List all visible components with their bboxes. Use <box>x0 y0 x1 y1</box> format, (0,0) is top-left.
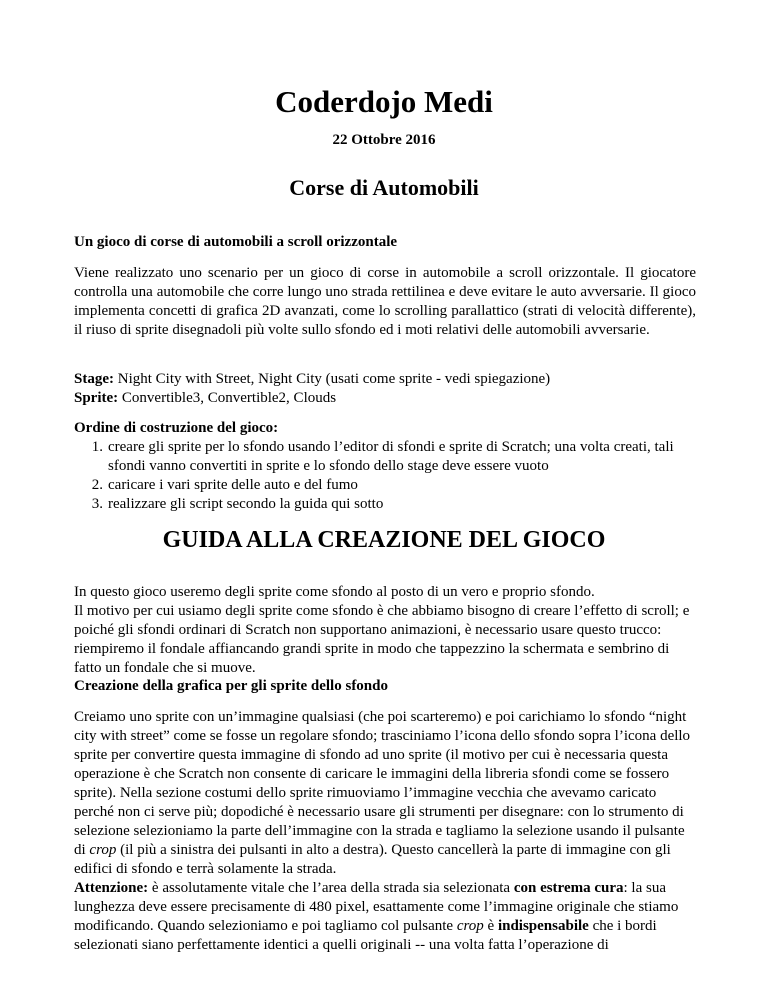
guide-line: In questo gioco useremo degli sprite come sfondo al posto di un vero e proprio sfondo. <box>74 584 595 600</box>
document-title: Coderdojo Medi <box>275 84 493 119</box>
document-date: 22 Ottobre 2016 <box>332 132 436 148</box>
crop-term: crop <box>456 918 484 934</box>
attention-emphasis-2: indispensabile <box>497 918 589 934</box>
section-text-2: (il più a sinistra dei pulsanti in alto a destra). Questo cancellerà la parte di immagine con gli edifici di sfondo e terrà solamente la strada. <box>74 842 671 877</box>
list-item <box>74 476 696 495</box>
list-item-text: caricare i vari sprite delle auto e del fumo <box>108 477 358 493</box>
attention-text-1: è assolutamente vitale che l’area della strada sia selezionata <box>148 880 514 896</box>
list-item-number: 2. <box>91 477 103 493</box>
list-item-text: realizzare gli script secondo la guida qui sotto <box>108 496 384 512</box>
sprite-value: Convertible3, Convertible2, Clouds <box>118 390 337 406</box>
attention-text-3: è <box>483 918 498 934</box>
list-item-number: 3. <box>91 496 103 512</box>
attention-label: Attenzione: <box>74 880 149 896</box>
stage-line <box>74 370 696 389</box>
attention-text-4: che i bordi selezionati siano perfettamente identici a quelli originali -- una volta fatta l’operazione di <box>74 918 657 953</box>
list-item <box>74 438 696 476</box>
intro-paragraph: Viene realizzato uno scenario per un gioco di corse in automobile a scroll orizzontale. Il giocatore controlla una automobile che corre lungo uno strada rettilinea e deve evitare le auto avversarie. Il gioco implementa concetti di grafica 2D avanzati, come lo scrolling parallattico (strati di velocità differente), il riuso di sprite disegnadoli più volte sullo sfondo ed i moti relativi delle automobili avversarie. <box>74 265 696 338</box>
intro-heading: Un gioco di corse di automobili a scroll orizzontale <box>74 234 398 250</box>
list-item-number: 1. <box>91 439 103 455</box>
assets-block <box>74 370 696 408</box>
guide-paragraph: Il motivo per cui usiamo degli sprite come sfondo è che abbiamo bisogno di creare l’effetto di scroll; e poiché gli sfondi ordinari di Scratch non supportano animazioni, è necessario usare questo trucco: riempiremo il fondale affiancando grandi sprite in modo che tappezzino la schermata e sembrino di fatto un fondale che si muove. <box>74 603 690 676</box>
order-heading: Ordine di costruzione del gioco: <box>74 420 279 436</box>
list-item-text: creare gli sprite per lo sfondo usando l’editor di sfondi e sprite di Scratch; una volta creati, tali sfondi vanno convertiti in sprite e lo sfondo dello stage deve essere vuoto <box>108 439 674 474</box>
stage-label: Stage: <box>74 371 114 387</box>
attention-text-2: : la sua lunghezza deve essere precisamente di 480 pixel, esattamente come l’immagine originale che stiamo modificando. Quando selezioniamo e poi tagliamo col pulsante <box>74 880 679 934</box>
document-subtitle: Corse di Automobili <box>289 175 479 200</box>
sprite-line <box>74 389 696 408</box>
order-list <box>74 438 696 514</box>
section-heading: Creazione della grafica per gli sprite dello sfondo <box>74 678 388 694</box>
crop-term: crop <box>89 842 117 858</box>
guide-heading: GUIDA ALLA CREAZIONE DEL GIOCO <box>162 527 606 553</box>
sprite-label: Sprite: <box>74 390 119 406</box>
stage-value: Night City with Street, Night City (usati come sprite - vedi spiegazione) <box>114 371 551 387</box>
section-text-1: Creiamo uno sprite con un’immagine qualsiasi (che poi scarteremo) e poi carichiamo lo sfondo “night city with street” come se fosse un regolare sfondo; trasciniamo l’icona dello sfondo sopra l’icona dello sprite per convertire questa immagine di sfondo ad uno sprite (il motivo per cui è necessaria questa operazione è che Scratch non consente di caricare le immagini della libreria sfondi come se fossero sprite). Nella sezione costumi dello sprite rimuoviamo l’immagine vecchia che avevamo caricato perché non ci serve più; dopodiché è necessario usare gli strumenti per disegnare: con lo strumento di selezione selezioniamo la parte dell’immagine con la strada e tagliamo la selezione usando il pulsante di <box>74 709 691 858</box>
attention-emphasis-1: con estrema cura <box>513 880 624 896</box>
section-paragraph <box>74 708 696 955</box>
list-item <box>74 495 696 514</box>
